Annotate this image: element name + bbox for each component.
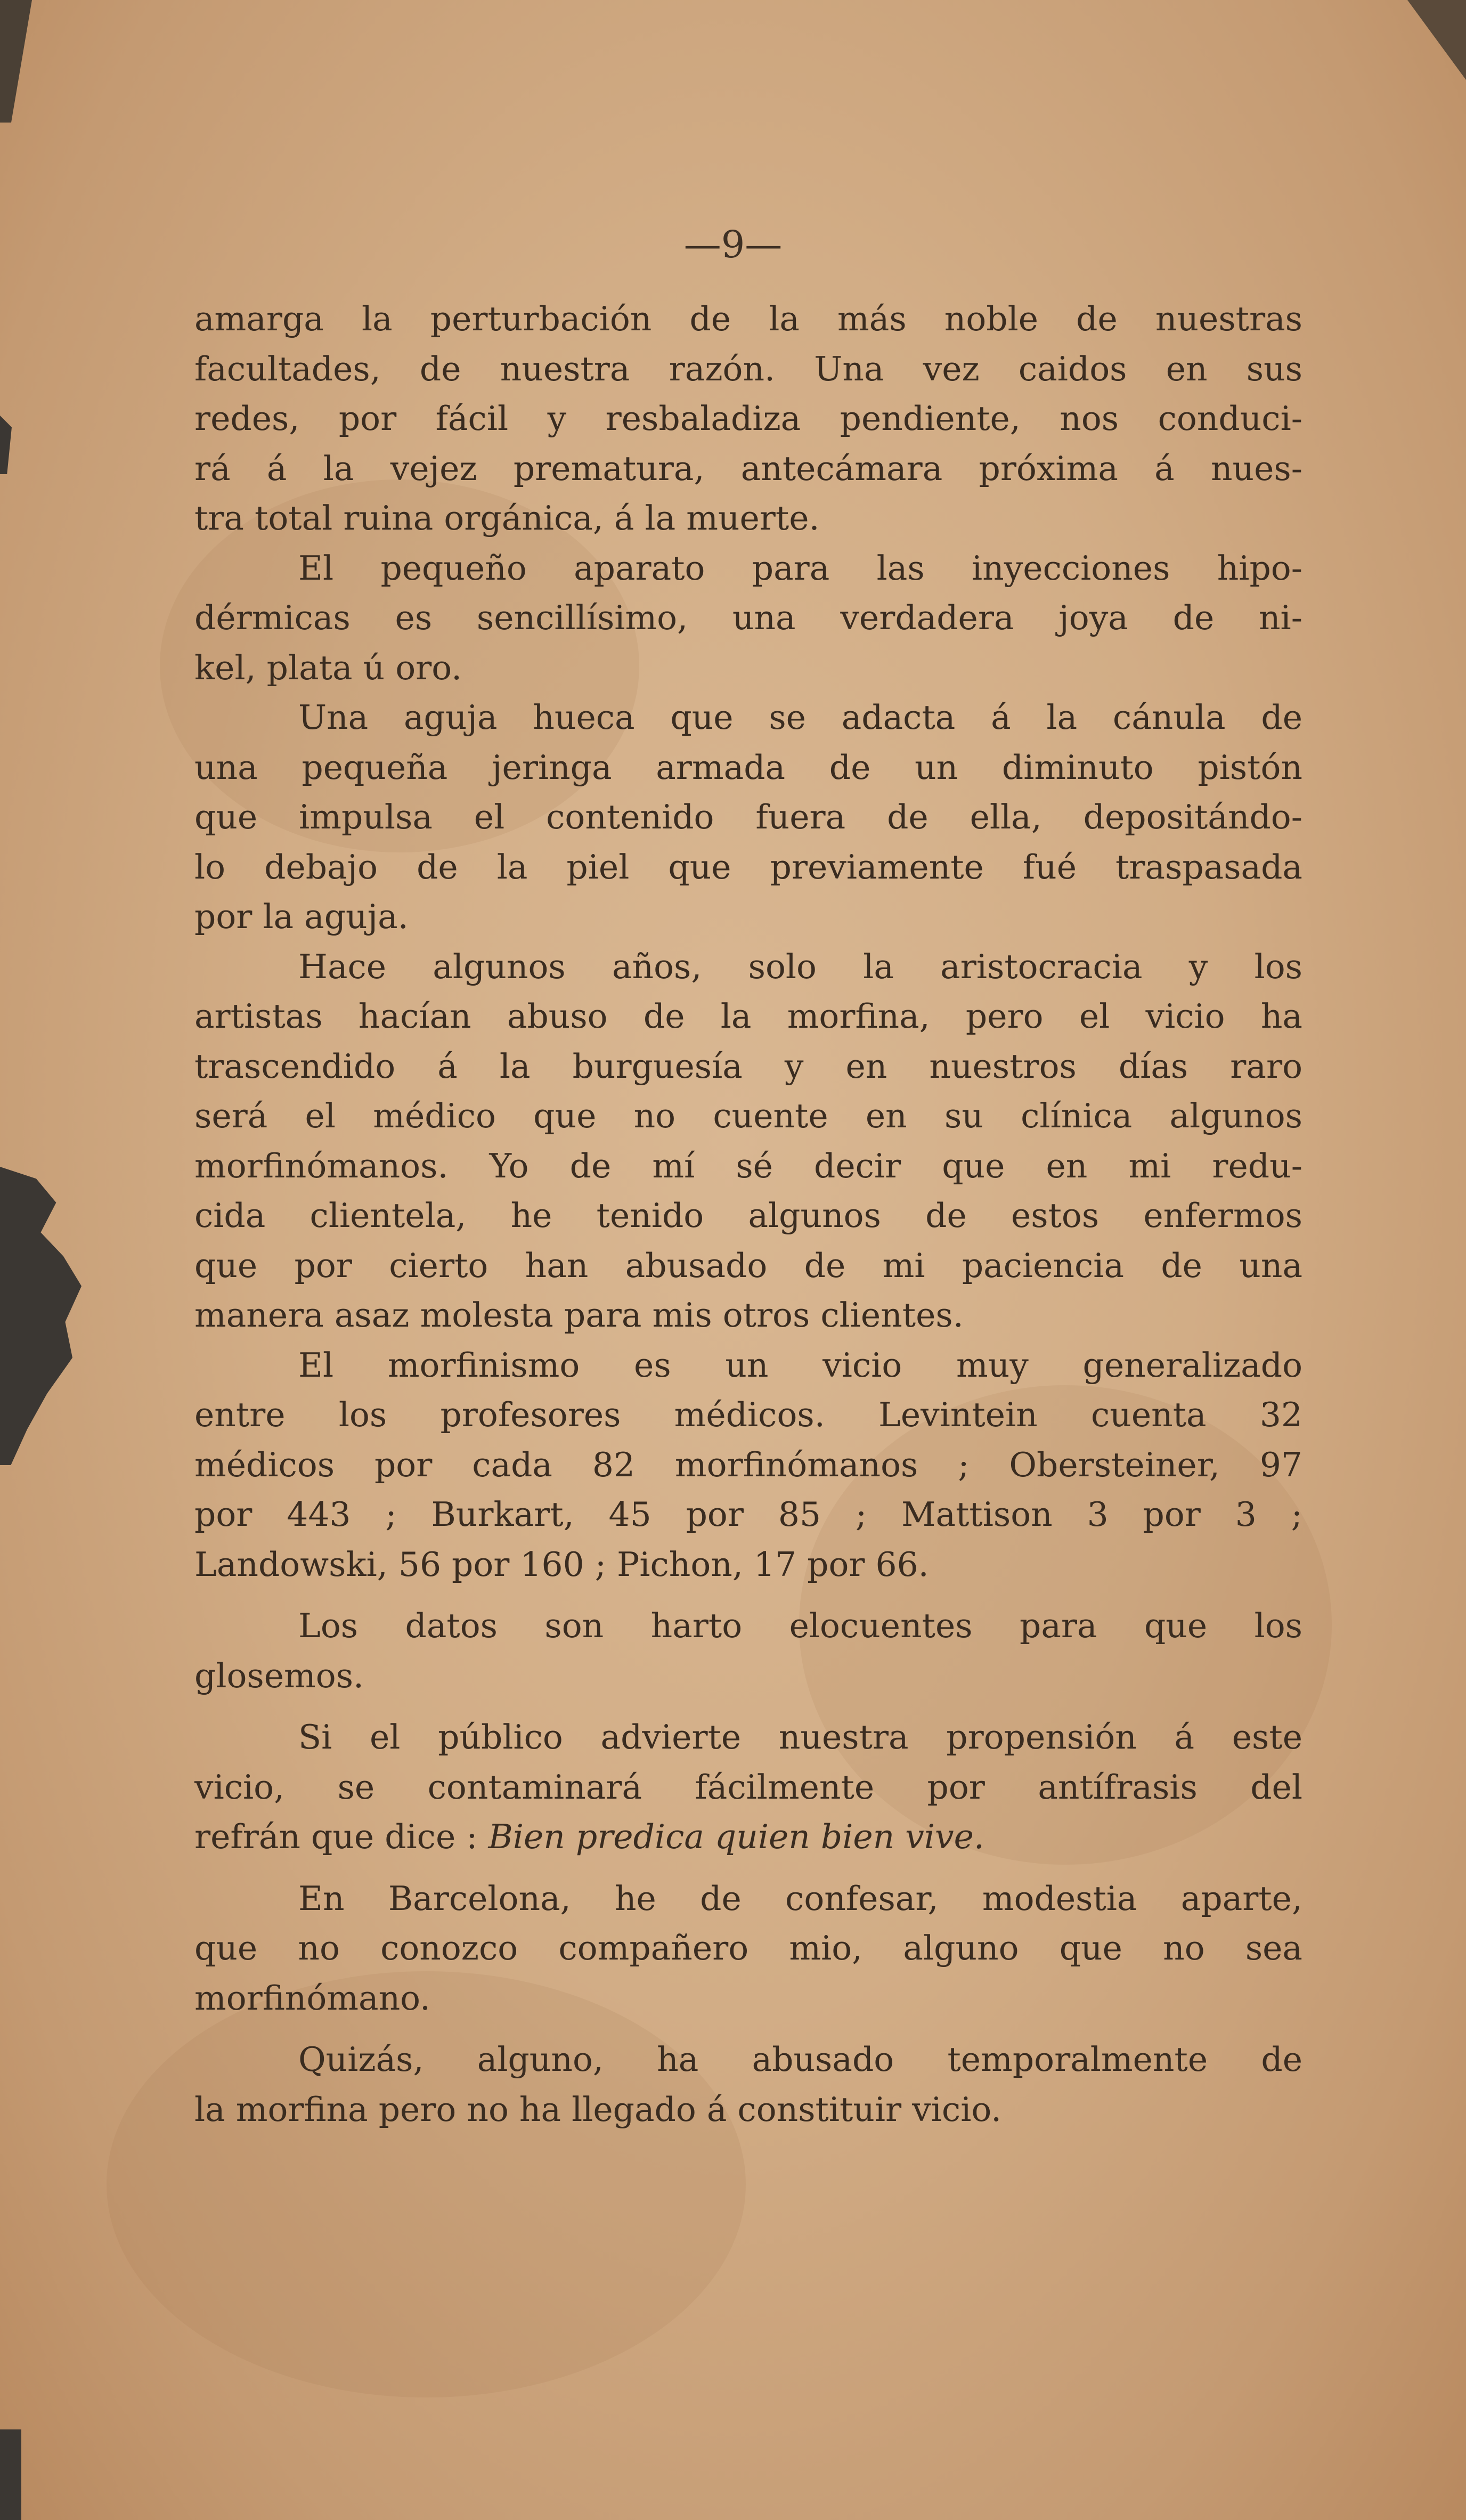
torn-edge (0, 0, 32, 123)
text-line: cida clientela, he tenido algunos de estos enfermos (194, 1196, 1302, 1235)
text-line: morfinómanos. Yo de mí sé decir que en mi redu- (194, 1146, 1302, 1185)
text-line: Una aguja hueca que se adacta á la cánula de (298, 698, 1302, 737)
text-line: morfinómano. (194, 1978, 431, 2018)
text-line: Hace algunos años, solo la aristocracia y los (298, 947, 1302, 986)
text-line: amarga la perturbación de la más noble de nuestras (194, 299, 1302, 338)
text-line: Si el público advierte nuestra propensión á este (298, 1718, 1302, 1757)
paragraph (194, 1874, 1302, 2023)
text-line: Landowski, 56 por 160 ; Pichon, 17 por 66. (194, 1544, 929, 1584)
text-line: redes, por fácil y resbaladiza pendiente, nos conduci- (194, 399, 1302, 438)
proverb-quote: Bien predica quien bien vive. (488, 1817, 984, 1856)
text-line: Quizás, alguno, ha abusado temporalmente de (298, 2040, 1302, 2079)
page-number: —9— (683, 223, 783, 266)
paragraph (194, 2035, 1302, 2134)
text-line: que no conozco compañero mio, alguno que no sea (194, 1929, 1302, 1968)
torn-edge (1407, 0, 1466, 80)
body-text (194, 294, 1302, 2134)
text-line-prefix: refrán que dice : (194, 1817, 488, 1856)
text-line: que impulsa el contenido fuera de ella, depositándo- (194, 798, 1302, 836)
text-line: lo debajo de la piel que previamente fué traspasada (194, 847, 1302, 887)
text-line: rá á la vejez prematura, antecámara próxima á nues- (194, 449, 1302, 488)
paragraph (194, 1712, 1302, 1862)
paragraph (194, 1601, 1302, 1701)
text-line: El pequeño aparato para las inyecciones hipo- (298, 548, 1302, 588)
text-line: dérmicas es sencillísimo, una verdadera joya de ni- (194, 598, 1302, 637)
text-line: manera asaz molesta para mis otros clientes. (194, 1296, 964, 1335)
torn-edge (0, 1167, 91, 1465)
text-line: artistas hacían abuso de la morfina, pero el vicio ha (194, 997, 1302, 1036)
text-line: por 443 ; Burkart, 45 por 85 ; Mattison 3 por 3 ; (194, 1495, 1302, 1534)
text-line: por la aguja. (194, 897, 409, 936)
paragraph (194, 693, 1302, 942)
text-line: la morfina pero no ha llegado á constituir vicio. (194, 2090, 1002, 2129)
text-line: facultades, de nuestra razón. Una vez caidos en sus (194, 349, 1302, 388)
text-line: entre los profesores médicos. Levintein cuenta 32 (194, 1395, 1302, 1434)
text-line: trascendido á la burguesía y en nuestros días raro (194, 1046, 1302, 1086)
torn-edge (0, 2429, 21, 2520)
torn-edge (0, 416, 12, 474)
text-line: kel, plata ú oro. (194, 648, 462, 687)
paragraph (194, 543, 1302, 693)
text-line: médicos por cada 82 morfinómanos ; Obersteiner, 97 (194, 1445, 1302, 1484)
paragraph (194, 942, 1302, 1340)
text-line: En Barcelona, he de confesar, modestia aparte, (298, 1879, 1302, 1918)
text-line: será el médico que no cuente en su clínica algunos (194, 1096, 1302, 1135)
text-line: que por cierto han abusado de mi paciencia de una (194, 1246, 1302, 1285)
text-line: una pequeña jeringa armada de un diminuto pistón (194, 747, 1302, 787)
text-line: vicio, se contaminará fácilmente por antífrasis del (194, 1767, 1302, 1807)
text-line (194, 1812, 1302, 1862)
text-line: tra total ruina orgánica, á la muerte. (194, 499, 820, 538)
text-line: glosemos. (194, 1656, 364, 1695)
paragraph (194, 1340, 1302, 1590)
text-line: El morfinismo es un vicio muy generalizado (298, 1345, 1302, 1385)
text-line: Los datos son harto elocuentes para que los (298, 1606, 1302, 1645)
paragraph (194, 294, 1302, 543)
